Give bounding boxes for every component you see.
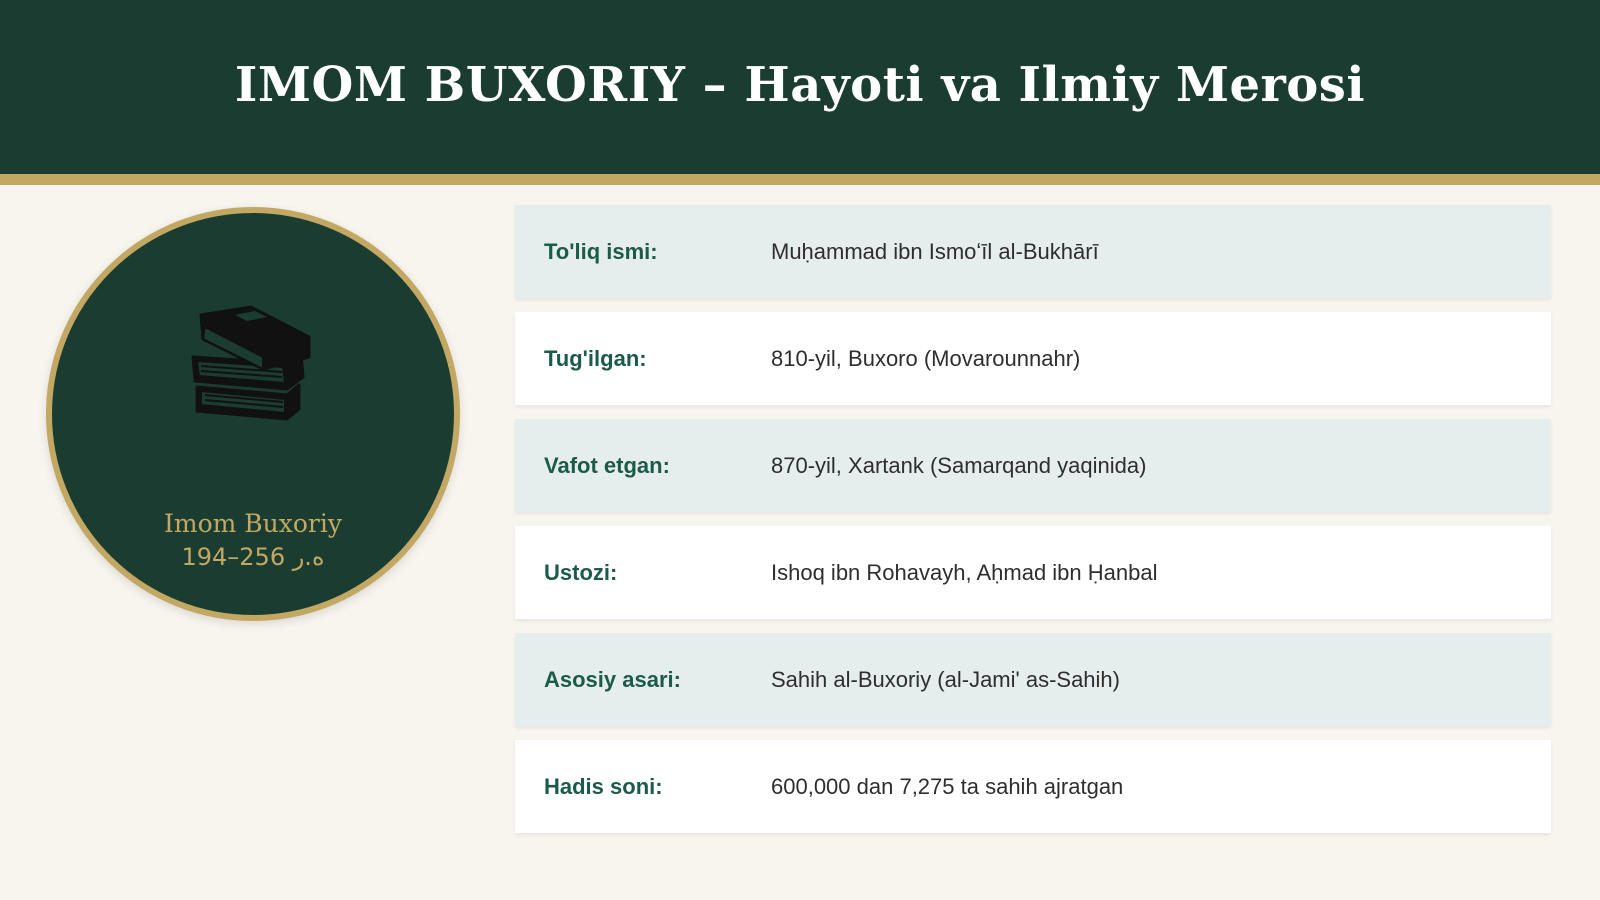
info-value: Ishoq ibn Rohavayh, Aḥmad ibn Ḥanbal xyxy=(771,559,1158,585)
info-label: Ustozi: xyxy=(544,559,618,585)
header xyxy=(0,0,1600,174)
books-icon xyxy=(191,305,315,423)
info-value: 870-yil, Xartank (Samarqand yaqinida) xyxy=(771,452,1147,478)
info-label: To'liq ismi: xyxy=(544,238,658,264)
info-table xyxy=(515,205,1551,847)
info-row-full-name xyxy=(515,205,1551,298)
portrait-years: 194–256 ه.ر xyxy=(181,543,325,571)
page-title: IMOM BUXORIY – Hayoti va Ilmiy Merosi xyxy=(234,57,1366,113)
info-row-teachers xyxy=(515,526,1551,619)
info-row-died xyxy=(515,419,1551,512)
info-label: Hadis soni: xyxy=(544,773,663,799)
portrait-medallion xyxy=(46,207,460,621)
header-divider xyxy=(0,174,1600,185)
info-label: Asosiy asari: xyxy=(544,666,681,692)
info-label: Tug'ilgan: xyxy=(544,345,647,371)
portrait-name: Imom Buxoriy xyxy=(164,509,342,538)
info-value: Muḥammad ibn Ismoʻīl al-Bukhārī xyxy=(771,238,1099,264)
info-row-hadith-count xyxy=(515,740,1551,833)
info-label: Vafot etgan: xyxy=(544,452,670,478)
info-row-main-work xyxy=(515,633,1551,726)
info-row-born xyxy=(515,312,1551,405)
info-value: 810-yil, Buxoro (Movarounnahr) xyxy=(771,345,1081,371)
info-value: Sahih al-Buxoriy (al-Jami' as-Sahih) xyxy=(771,666,1120,692)
info-value: 600,000 dan 7,275 ta sahih ajratgan xyxy=(771,773,1124,799)
